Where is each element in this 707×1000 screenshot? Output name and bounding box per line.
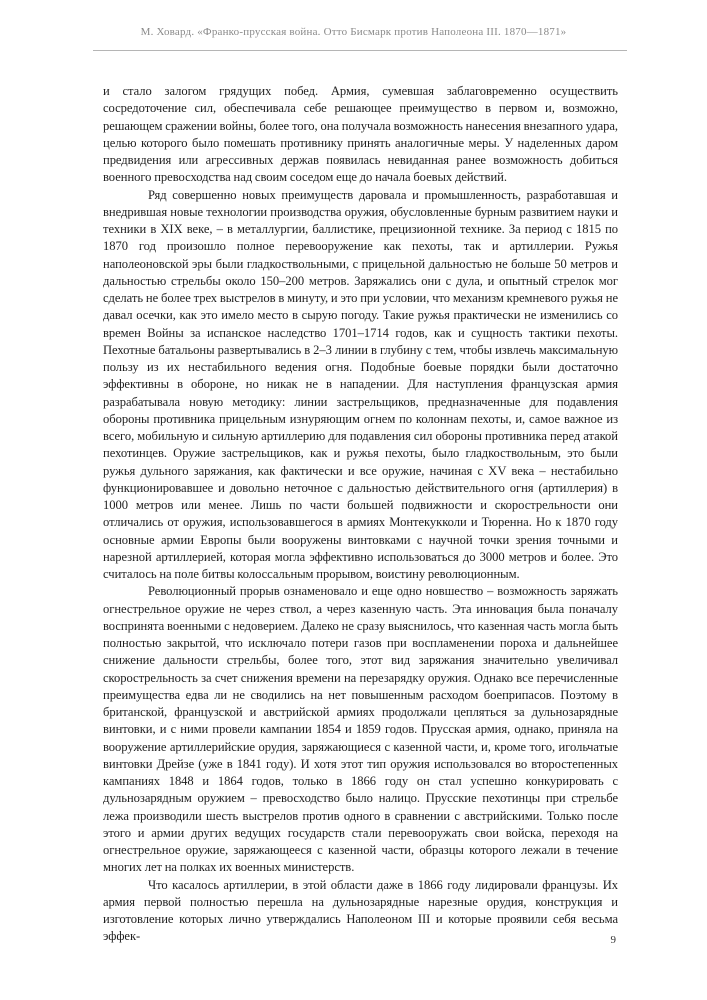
paragraph-4: Что касалось артиллерии, в этой области даже в 1866 году лидировали французы. Их армия первой полностью перешла на дульнозарядные нарезные орудия, конструкция и изготовление которых лично утверждались Наполеоном III и которые проявили себя весьма эффек- [103, 877, 618, 944]
header-divider [93, 50, 627, 51]
paragraph-1: и стало залогом грядущих побед. Армия, сумевшая заблаговременно осуществить сосредоточение сил, обеспечивала себе решающее преимущество в первом и, возможно, решающем сражении войны, более того, она получала возможность нанесения внезапного удара, целью которого было помешать противнику принять аналогичные меры. У наделенных даром предвидения или агрессивных держав появилась невиданная ранее возможность добиться военного превосходства над своим соседом еще до начала боевых действий. [103, 84, 618, 185]
page-number: 9 [610, 934, 616, 946]
paragraph-3: Революционный прорыв ознаменовало и еще одно новшество – возможность заряжать огнестрельное оружие не через ствол, а через казенную часть. Эта инновация была поначалу воспринята военными с недоверием. Далеко не сразу выяснилось, что казенная часть могла быть полностью закрытой, что исключало потери газов при воспламенении пороха и дальнейшее снижение дальности стрельбы, более того, этот вид заряжания значительно увеличивал скорострельность за счет снижения времени на перезарядку оружия. Однако все перечисленные преимущества едва ли не сводились на нет повышенным расходом боеприпасов. Поэтому в британской, французской и австрийской армиях продолжали цепляться за дульнозарядные винтовки, и с ними провели кампании 1854 и 1859 годов. Прусская армия, однако, приняла на вооружение артиллерийские орудия, заряжающиеся с казенной части, и, кроме того, игольчатые винтовки Дрейзе (уже в 1841 году). И хотя этот тип оружия использовался во второстепенных кампаниях 1848 и 1864 годов, только в 1866 году он стал успешно конкурировать с дульнозарядным оружием – превосходство было налицо. Прусские пехотинцы при стрельбе лежа производили шесть выстрелов против одного в сравнении с австрийскими. Только после этого и армии других ведущих государств стали перевооружать свои войска, переходя на огнестрельное оружие, заряжающееся с казенной части, образцы которого лежали в течение многих лет на полках их военных министерств. [103, 584, 618, 875]
body-text [103, 83, 618, 946]
paragraph-2: Ряд совершенно новых преимуществ даровала и промышленность, разработавшая и внедрившая новые технологии производства оружия, обусловленные бурным развитием науки и техники в XIX веке, – в металлургии, баллистике, прецизионной технике. За период с 1815 по 1870 год произошло полное перевооружение как пехоты, так и артиллерии. Ружья наполеоновской эры были гладкоствольными, с прицельной дальностью не больше 50 метров и дальностью стрельбы около 150–200 метров. Заряжались они с дула, и опытный стрелок мог сделать не более трех выстрелов в минуту, и это при условии, что механизм кремневого ружья не давал осечки, как это имело место в сырую погоду. Такие ружья практически не изменились со времен Войны за испанское наследство 1701–1714 годов, как и сущность тактики пехоты. Пехотные батальоны развертывались в 2–3 линии в глубину с тем, чтобы извлечь максимальную пользу из их нестабильного ведения огня. Подобные боевые порядки были достаточно эффективны в обороне, но никак не в нападении. Для наступления французская армия разрабатывала новую методику: линии застрельщиков, предназначенные для подавления обороны противника прицельным изнуряющим огнем по колоннам пехоты, и, самое важное из всего, мобильную и сильную артиллерию для подавления сил обороны противника перед атакой пехотинцев. Оружие застрельщиков, как и ружья пехоты, было гладкоствольным, это были ружья дульного заряжания, как фактически и все оружие, начиная с XV века – нестабильно функционировавшее и довольно неточное с дальностью действительного огня (артиллерия) в 1000 метров или менее. Лишь по части большей подвижности и скорострельности они отличались от оружия, использовавшегося в армиях Монтекукколи и Тюренна. Но к 1870 году основные армии Европы были вооружены винтовками с научной точки зрения точными и нарезной артиллерией, которая могла эффективно использоваться до 3000 метров и более. Это считалось на поле битвы колоссальным прорывом, воистину революционным. [103, 187, 618, 581]
running-header: М. Ховард. «Франко-прусская война. Отто Бисмарк против Наполеона III. 1870—1871» [140, 26, 567, 38]
